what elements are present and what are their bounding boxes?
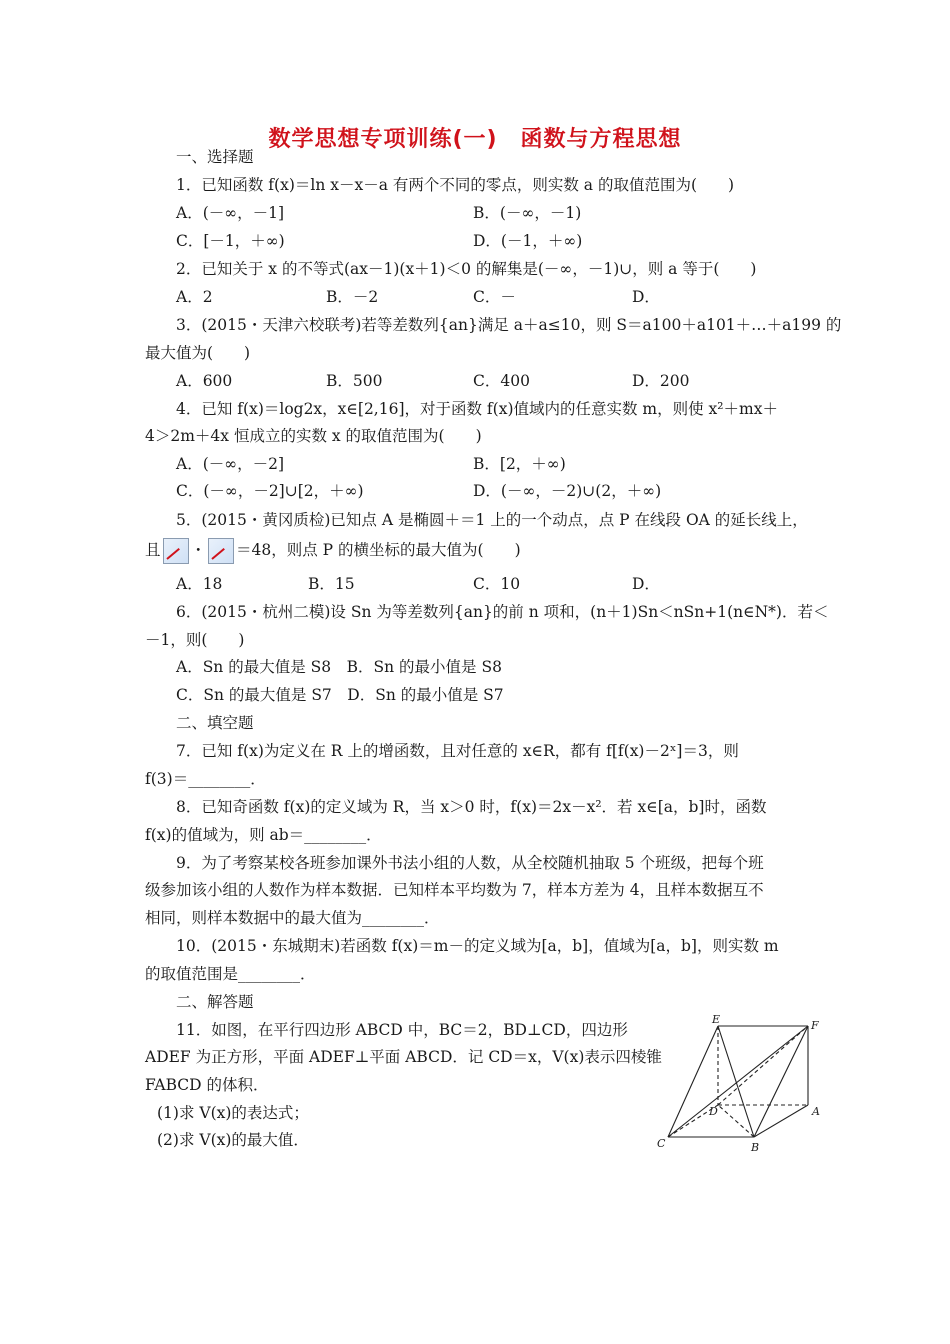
vertex-label: A [812, 1105, 820, 1118]
option-c: C．10 [473, 575, 521, 593]
question-text: ADEF 为正方形，平面 ADEF⊥平面 ABCD．记 CD＝x，V(x)表示四棱锥 [145, 1048, 662, 1066]
option-d: D． [632, 288, 660, 306]
section-heading: 一、选择题 [176, 148, 254, 166]
question-text: f(3)＝________． [145, 770, 266, 788]
option-c: C．[－1，＋∞) [176, 232, 285, 250]
option-b: B．[2，＋∞) [473, 455, 566, 473]
option-c: C．－ [473, 288, 516, 306]
question-text: －1，则( ) [145, 631, 245, 649]
question-text: 10．(2015・东城期末)若函数 f(x)＝m－的定义域为[a，b]，值域为[a，b]，则实数 m [176, 937, 779, 955]
option-a: A．2 [176, 288, 213, 306]
question-text: 3．(2015・天津六校联考)若等差数列{an}满足 a＋a≤10，则 S＝a100＋a101＋…＋a199 的 [176, 316, 842, 334]
sub-question: (1)求 V(x)的表达式； [157, 1104, 309, 1122]
question-text: 4＞2m＋4x 恒成立的实数 x 的取值范围为( ) [145, 427, 482, 445]
option-a: A．18 [176, 575, 223, 593]
question-text: 9．为了考察某校各班参加课外书法小组的人数，从全校随机抽取 5 个班级，把每个班 [176, 854, 764, 872]
section-heading: 二、解答题 [176, 993, 254, 1011]
question-text: 最大值为( ) [145, 344, 251, 362]
vector-image-icon [163, 538, 189, 564]
option-b: B．500 [326, 372, 383, 390]
question-text: 2．已知关于 x 的不等式(ax－1)(x＋1)＜0 的解集是(－∞，－1)∪，则 a 等于( ) [176, 260, 757, 278]
option-d: D．200 [632, 372, 690, 390]
page-title: 数学思想专项训练(一) 函数与方程思想 [268, 127, 682, 152]
question-text: 5．(2015・黄冈质检)已知点 A 是椭圆＋＝1 上的一个动点，点 P 在线段 OA 的延长线上， [176, 511, 808, 529]
option-cd: C．Sn 的最大值是 S7 D．Sn 的最小值是 S7 [176, 686, 504, 704]
option-d: D．(－∞，－2)∪(2，＋∞) [473, 482, 662, 500]
question-text-with-vectors [145, 538, 521, 564]
text-prefix: 且 [145, 541, 161, 559]
sub-question: (2)求 V(x)的最大值． [157, 1131, 309, 1149]
option-d: D． [632, 575, 660, 593]
option-ab: A．Sn 的最大值是 S8 B．Sn 的最小值是 S8 [176, 658, 502, 676]
option-b: B．(－∞，－1) [473, 204, 582, 222]
question-text: FABCD 的体积． [145, 1076, 269, 1094]
question-text: f(x)的值域为，则 ab＝________． [145, 826, 382, 844]
option-b: B．－2 [326, 288, 379, 306]
text-suffix: ＝48，则点 P 的横坐标的最大值为( ) [236, 541, 521, 559]
option-d: D．(－1，＋∞) [473, 232, 583, 250]
option-a: A．600 [176, 372, 233, 390]
section-heading: 二、填空题 [176, 714, 254, 732]
question-text: 4．已知 f(x)＝log2x，x∈[2,16]，对于函数 f(x)值域内的任意实数 m，则使 x²＋mx＋ [176, 400, 778, 418]
question-text: 7．已知 f(x)为定义在 R 上的增函数，且对任意的 x∈R，都有 f[f(x)－2ˣ]＝3，则 [176, 742, 739, 760]
question-text: 6．(2015・杭州二模)设 Sn 为等差数列{an}的前 n 项和，(n＋1)Sn＜nSn+1(n∈N*)．若＜ [176, 603, 829, 621]
question-text: 1．已知函数 f(x)＝ln x－x－a 有两个不同的零点，则实数 a 的取值范围为( ) [176, 176, 735, 194]
option-b: B．15 [308, 575, 355, 593]
vertex-label: C [657, 1137, 666, 1150]
vertex-label: D [709, 1105, 718, 1118]
question-text: 11．如图，在平行四边形 ABCD 中，BC＝2，BD⊥CD，四边形 [176, 1021, 628, 1039]
vertex-label: F [811, 1019, 819, 1032]
question-text: 8．已知奇函数 f(x)的定义域为 R，当 x＞0 时，f(x)＝2x－x²．若 x∈[a，b]时，函数 [176, 798, 767, 816]
geometry-figure [650, 1012, 830, 1162]
vector-image-icon [208, 538, 234, 564]
option-a: A．(－∞，－1] [176, 204, 285, 222]
option-a: A．(－∞，－2] [176, 455, 285, 473]
question-text: 的取值范围是________． [145, 965, 316, 983]
option-c: C．400 [473, 372, 530, 390]
vertex-label: E [712, 1013, 721, 1026]
question-text: 相同，则样本数据中的最大值为________． [145, 909, 440, 927]
vertex-label: B [751, 1141, 760, 1154]
question-text: 级参加该小组的人数作为样本数据．已知样本平均数为 7，样本方差为 4，且样本数据互不 [145, 881, 764, 899]
dot-operator: ・ [190, 541, 207, 559]
option-c: C．(－∞，－2]∪[2，＋∞) [176, 482, 364, 500]
